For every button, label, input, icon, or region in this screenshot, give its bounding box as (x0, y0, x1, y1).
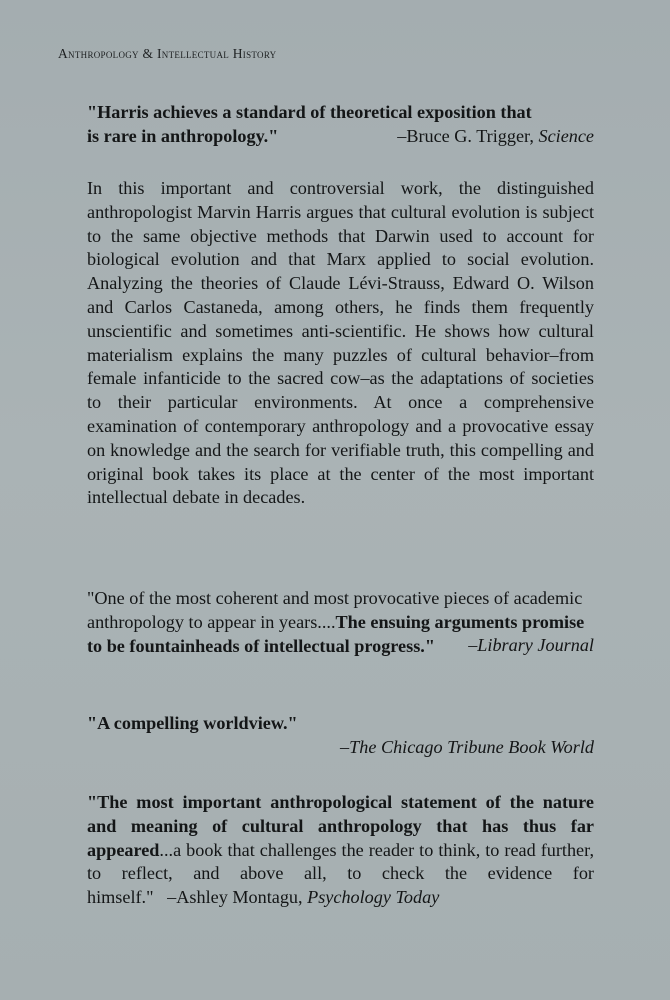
quote-last-line (87, 125, 594, 149)
quote-attribution: –The Chicago Tribune Book World (340, 736, 594, 757)
review-quote-chicago-tribune (87, 712, 594, 760)
quote-text-bold: "The most important anthropological statement of the nature and meaning of cultural anthropology that has thus far appeared (87, 792, 594, 860)
quote-text-bold: The ensuing arguments promise to be fountainheads of intellectual progress." (87, 611, 585, 656)
quote-text: "A compelling worldview." (87, 713, 298, 733)
review-quote-trigger (87, 101, 594, 149)
quote-text-normal: ...a book that challenges the reader to think, to read further, to reflect, and above all, to check the evidence for himself." (87, 839, 594, 908)
book-description (87, 177, 594, 510)
quote-attribution (154, 887, 440, 907)
quote-text (87, 791, 594, 910)
quote-line: "Harris achieves a standard of theoretical exposition that (87, 102, 532, 122)
description-text: In this important and controversial work, the distinguished anthropologist Marvin Harris argues that cultural evolution is subject to the same objective methods that Darwin used to account for biological evolution and that Marx applied to social evolution. Analyzing the theories of Claude Lévi-Strauss, Edward O. Wilson and Carlos Castaneda, among others, he finds them frequently unscientific and sometimes anti-scientific. He shows how cultural materialism explains the many puzzles of cultural behavior–from female infanticide to the sacred cow–as the adaptations of societies to their particular environments. At once a comprehensive examination of contemporary anthropology and a provocative essay on knowledge and the search for verifiable truth, this compelling and original book takes its place at the center of the most important intellectual debate in decades. (87, 178, 594, 508)
series-label: Anthropology & Intellectual History (58, 46, 277, 61)
quote-attribution: –Library Journal (468, 635, 594, 656)
quote-attribution (397, 125, 594, 149)
quote-text-normal: "One of the most coherent and most provocative pieces of academic anthropology to appear in years.... (87, 588, 583, 632)
review-quote-library-journal (87, 587, 594, 658)
attribution-source: Psychology Today (307, 887, 440, 908)
attribution-source: Science (538, 125, 594, 146)
quote-line: is rare in anthropology." (87, 125, 279, 146)
attribution-name: –Bruce G. Trigger, (397, 125, 539, 146)
review-quote-montagu (87, 791, 594, 910)
attribution-name: –Ashley Montagu, (167, 887, 308, 908)
